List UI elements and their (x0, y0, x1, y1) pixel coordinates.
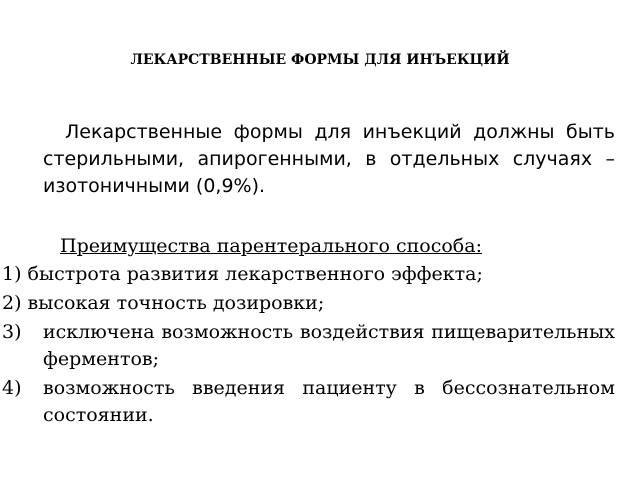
list-item-text: высокая точность дозировки; (21, 292, 325, 314)
list-item (2, 319, 615, 373)
list-item-number: 4) (2, 377, 22, 399)
advantages-list (2, 261, 615, 431)
list-item-number: 2) (2, 292, 22, 314)
list-item-text: исключена возможность воздействия пищеварительных ферментов; (43, 321, 615, 370)
list-item-text: быстрота развития лекарственного эффекта; (21, 263, 483, 285)
intro-paragraph: Лекарственные формы для инъекций должны быть стерильными, апирогенными, в отдельных случаях – изотоничными (0,9%). (43, 121, 615, 197)
list-item (2, 375, 615, 429)
list-item-number: 3) (2, 321, 22, 343)
list-item-text: возможность введения пациенту в бессознательном состоянии. (43, 377, 615, 426)
list-item (2, 290, 615, 317)
slide-title: ЛЕКАРСТВЕННЫЕ ФОРМЫ ДЛЯ ИНЪЕКЦИЙ (130, 52, 510, 68)
list-item-number: 1) (2, 263, 22, 285)
list-item (2, 261, 615, 288)
advantages-heading: Преимущества парентерального способа: (60, 235, 482, 257)
